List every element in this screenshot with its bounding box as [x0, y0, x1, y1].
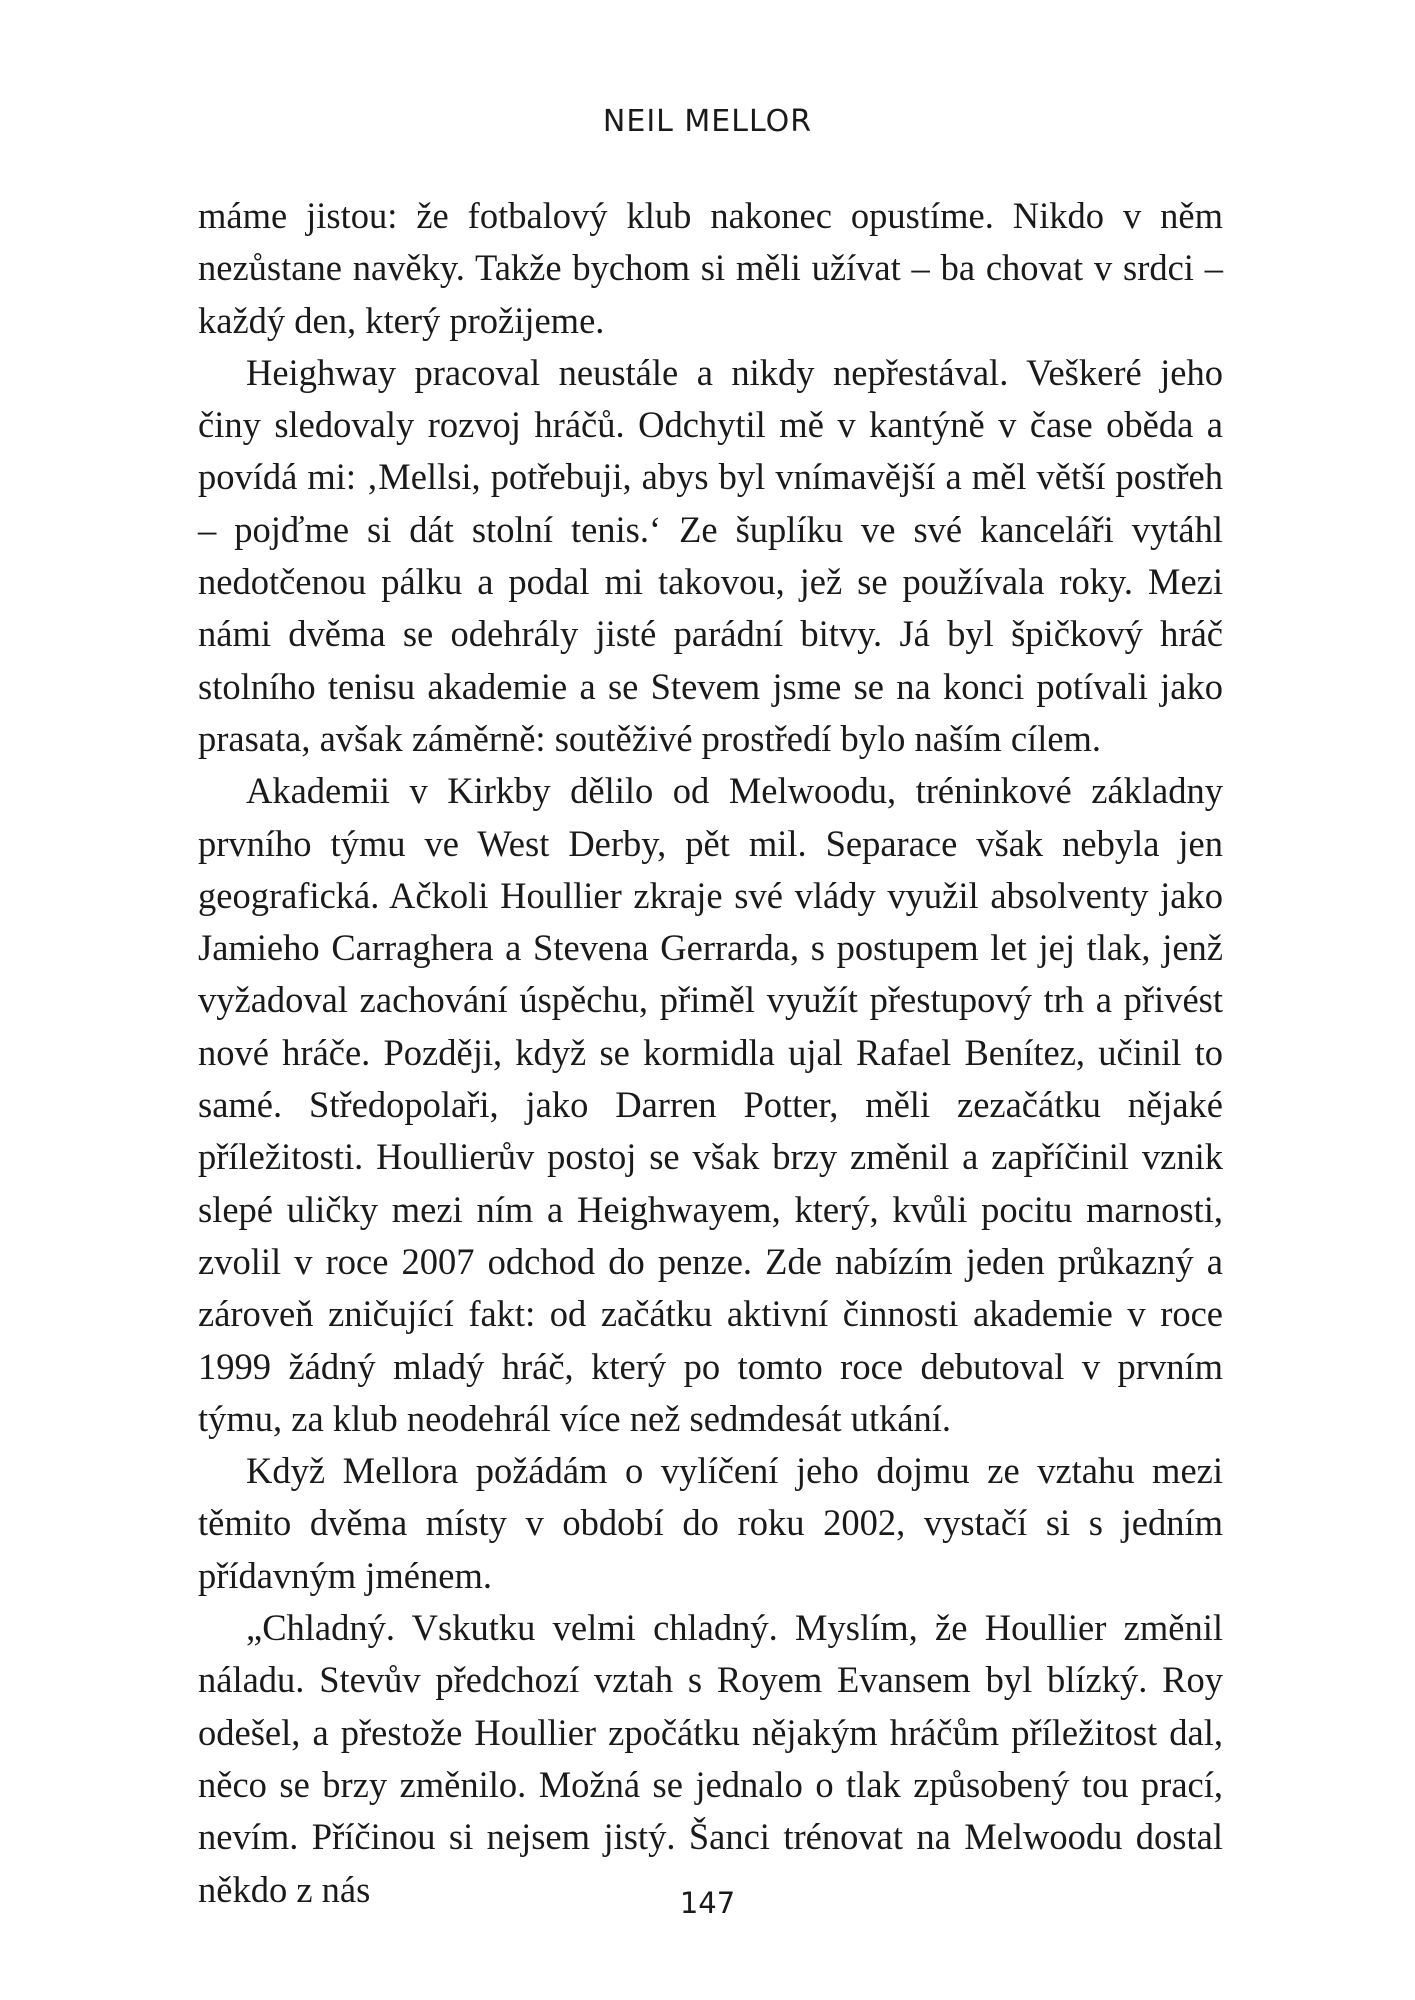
running-header: NEIL MELLOR: [602, 104, 813, 139]
paragraph: máme jistou: že fotbalový klub nakonec opustíme. Nikdo v něm nezůstane navěky. Takže bychom si měli užívat – ba chovat v srdci – každý den, který prožijeme.: [198, 195, 1223, 341]
paragraph: Akademii v Kirkby dělilo od Melwoodu, tréninkové základny prvního týmu ve West Derby, pět mil. Separace však nebyla jen geografická. Ačkoli Houllier zkraje své vlády využil absolventy jako Jamieho Carraghera a Stevena Gerrarda, s postupem let jej tlak, jenž vyžadoval zachování úspěchu, přiměl využít přestupový trh a přivést nové hráče. Později, když se kormidla ujal Rafael Benítez, učinil to samé. Středopolaři, jako Darren Potter, měli zezačátku nějaké příležitosti. Houllierův postoj se však brzy změnil a zapříčinil vznik slepé uličky mezi ním a Heighwayem, který, kvůli pocitu marnosti, zvolil v roce 2007 odchod do penze. Zde nabízím jeden průkazný a zároveň zničující fakt: od začátku aktivní činnosti akademie v roce 1999 žádný mladý hráč, který po tomto roce debutoval v prvním týmu, za klub neodehrál více než sedmdesát utkání.: [198, 770, 1223, 1439]
paragraph: „Chladný. Vskutku velmi chladný. Myslím, že Houllier změnil náladu. Stevův předchozí vztah s Royem Evansem byl blízký. Roy odešel, a přestože Houllier zpočátku nějakým hráčům příležitost dal, něco se brzy změnilo. Možná se jednalo o tlak způsobený tou prací, nevím. Příčinou si nejsem jistý. Šanci trénovat na Melwoodu dostal někdo z nás: [198, 1607, 1223, 1910]
paragraph: Když Mellora požádám o vylíčení jeho dojmu ze vztahu mezi těmito dvěma místy v období do roku 2002, vystačí si s jedním přídavným jménem.: [198, 1450, 1223, 1596]
body-text: [198, 190, 1223, 1916]
paragraph: Heighway pracoval neustále a nikdy nepřestával. Veškeré jeho činy sledovaly rozvoj hráčů. Odchytil mě v kantýně v čase oběda a povídá mi: ‚Mellsi, potřebuji, abys byl vnímavější a měl větší postřeh – pojďme si dát stolní tenis.‘ Ze šuplíku ve své kanceláři vytáhl nedotčenou pálku a podal mi takovou, jež se používala roky. Mezi námi dvěma se odehrály jisté parádní bitvy. Já byl špičkový hráč stolního tenisu akademie a se Stevem jsme se na konci potívali jako prasata, avšak záměrně: soutěživé prostředí bylo naším cílem.: [198, 351, 1223, 759]
page-number: 147: [679, 1886, 736, 1920]
